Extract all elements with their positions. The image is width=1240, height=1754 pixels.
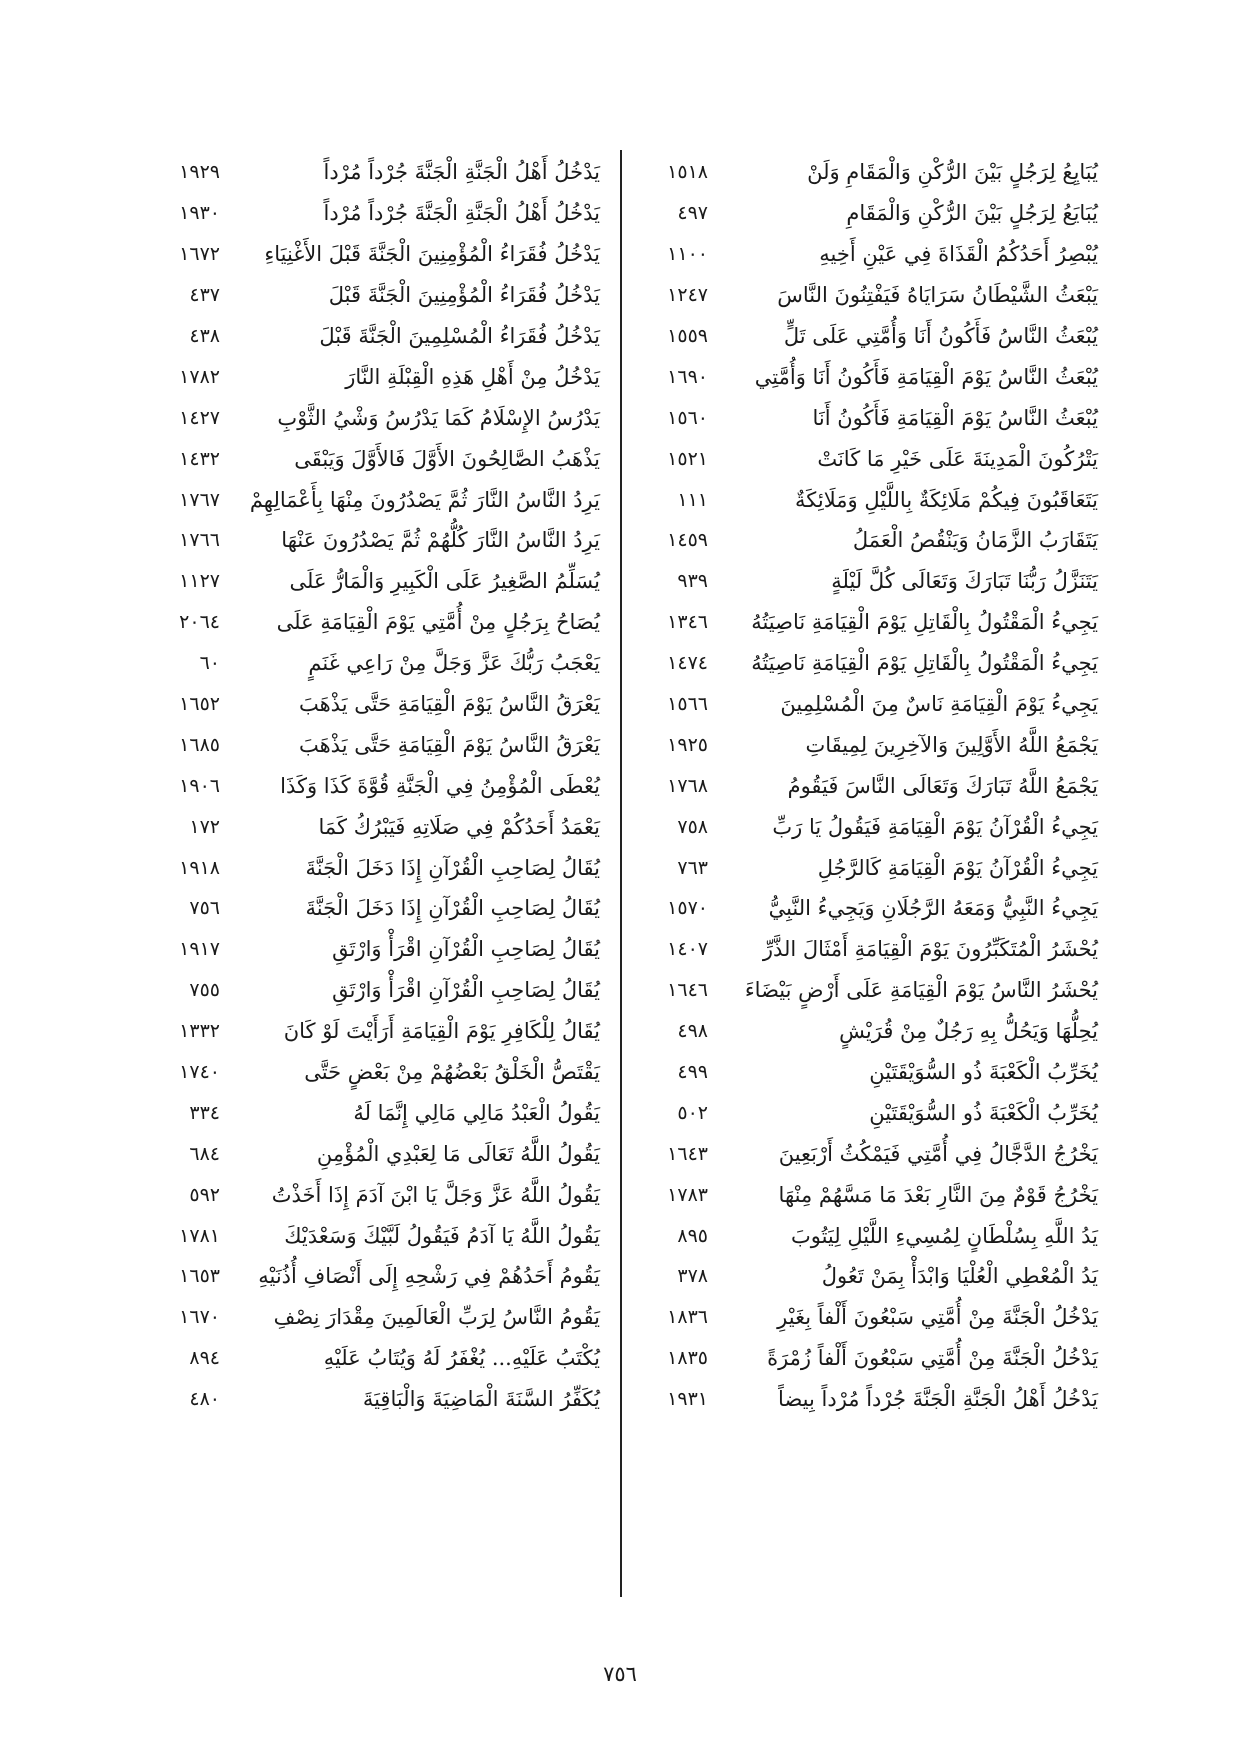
index-entry [140,356,600,397]
index-entry [638,1379,1098,1420]
hadith-incipit: يَجْمَعُ اللَّهُ الأَوَّلِينَ وَالآخِرِينَ لِمِيقَاتِ [805,732,1098,757]
hadith-incipit: يُصَاحُ بِرَجُلٍ مِنْ أُمَّتِي يَوْمَ الْقِيَامَةِ عَلَى [276,610,600,635]
hadith-number: ١٦٤٣ [667,1142,708,1165]
index-entry [140,1297,600,1338]
index-entry [638,316,1098,357]
hadith-number: ١٩١٧ [179,938,220,961]
index-entry [638,275,1098,316]
hadith-number: ١٦٧٢ [179,243,220,266]
hadith-number: ١٤٥٩ [667,529,708,552]
hadith-number: ٨٩٤ [189,1347,220,1370]
hadith-number: ٣٧٨ [677,1265,708,1288]
hadith-incipit: يَدْخُلُ أَهْلُ الْجَنَّةِ الْجَنَّةَ جُرْداً مُرْداً بِيضاً [778,1387,1098,1412]
index-entry [140,765,600,806]
hadith-incipit: يَجِيءُ يَوْمَ الْقِيَامَةِ نَاسٌ مِنَ الْمُسْلِمِينَ [780,692,1098,717]
hadith-number: ٧٥٦ [189,897,220,920]
hadith-number: ١٩٢٩ [179,161,220,184]
hadith-incipit: يَخْرُجُ الدَّجَّالُ فِي أُمَّتِي فَيَمْكُثُ أَرْبَعِينَ [778,1141,1098,1166]
hadith-number: ١٤٠٧ [667,938,708,961]
index-entry [638,1133,1098,1174]
hadith-number: ١٥٥٩ [667,325,708,347]
hadith-incipit: يُعْطَى الْمُؤْمِنُ فِي الْجَنَّةِ قُوَّةَ كَذَا وَكَذَا [280,773,600,798]
hadith-number: ١٥٢١ [667,447,708,470]
index-entry [638,520,1098,561]
hadith-incipit: يَجِيءُ الْمَقْتُولُ بِالْقَاتِلِ يَوْمَ الْقِيَامَةِ نَاصِيَتُهُ [751,651,1098,676]
hadith-incipit: يُقَالُ لِصَاحِبِ الْقُرْآنِ اقْرَأْ وَارْتَقِ [332,937,600,962]
hadith-number: ٤٩٩ [677,1061,708,1084]
hadith-incipit: يُقَالُ لِلْكَافِرِ يَوْمَ الْقِيَامَةِ أَرَأَيْتَ لَوْ كَانَ [283,1019,600,1044]
hadith-incipit: يَدْخُلُ الْجَنَّةَ مِنْ أُمَّتِي سَبْعُونَ أَلْفاً زُمْرَةً [767,1346,1098,1371]
hadith-number: ١٤٧٤ [667,652,708,675]
hadith-incipit: يَقُولُ اللَّهُ تَعَالَى مَا لِعَبْدِي الْمُؤْمِنِ [316,1141,600,1166]
hadith-incipit: يُسَلِّمُ الصَّغِيرُ عَلَى الْكَبِيرِ وَالْمَارُّ عَلَى [289,569,600,594]
hadith-number: ٥٠٢ [677,1101,708,1124]
hadith-incipit: يَجِيءُ النَّبِيُّ وَمَعَهُ الرَّجُلَانِ وَيَجِيءُ النَّبِيُّ [768,896,1098,921]
hadith-number: ١٩٢٥ [667,733,708,756]
hadith-number: ١٧٨٣ [667,1183,708,1206]
hadith-number: ١٦٩٠ [667,365,708,388]
hadith-incipit: يَقُولُ الْعَبْدُ مَالِي مَالِي إِنَّمَا لَهُ [353,1100,600,1125]
hadith-number: ١٣٣٢ [179,1020,220,1043]
index-entry [140,316,600,357]
index-entry [140,1215,600,1256]
hadith-number: ١٧٨١ [179,1224,220,1247]
hadith-number: ١٧٦٧ [179,488,220,511]
index-entry [638,643,1098,684]
hadith-number: ٥٩٢ [189,1183,220,1206]
hadith-number: ١٦٧٠ [179,1306,220,1329]
hadith-incipit: يَجِيءُ الْقُرْآنُ يَوْمَ الْقِيَامَةِ كَالرَّجُلِ [817,855,1098,880]
hadith-incipit: يَعْمَدُ أَحَدُكُمْ فِي صَلَاتِهِ فَيَبْرُكُ كَمَا [318,814,600,839]
hadith-incipit: يُخَرِّبُ الْكَعْبَةَ ذُو السُّوَيْقَتَيْنِ [869,1100,1098,1125]
hadith-incipit: يَذْهَبُ الصَّالِحُونَ الأَوَّلَ فَالأَوَّلَ وَيَبْقَى [294,446,600,471]
hadith-number: ١٥٦٠ [667,406,708,429]
index-entry [638,438,1098,479]
hadith-number: ١٩٠٦ [179,774,220,797]
hadith-number: ١٥٦٦ [667,693,708,716]
hadith-number: ٧٥٨ [677,815,708,838]
hadith-incipit: يَتَنَزَّلُ رَبُّنَا تَبَارَكَ وَتَعَالَى كُلَّ لَيْلَةٍ [831,569,1098,594]
hadith-incipit: يَدْخُلُ أَهْلُ الْجَنَّةِ الْجَنَّةَ جُرْداً مُرْداً [323,201,600,226]
index-entry [140,193,600,234]
column-divider [620,150,622,1597]
hadith-number: ١٧٦٦ [179,529,220,552]
index-entry [140,1256,600,1297]
index-entry [140,724,600,765]
hadith-number: ١٥٧٠ [667,897,708,920]
hadith-number: ٣٣٤ [189,1101,220,1124]
index-entry [140,1174,600,1215]
hadith-number: ١٢٤٧ [667,284,708,307]
index-entry [140,275,600,316]
hadith-incipit: يَدْخُلُ مِنْ أَهْلِ هَذِهِ الْقِبْلَةِ النَّارَ [345,364,600,389]
hadith-incipit: يُبْصِرُ أَحَدُكُمُ الْقَذَاةَ فِي عَيْنِ أَخِيهِ [819,242,1098,267]
hadith-incipit: يُحِلُّهَا وَيَحُلُّ بِهِ رَجُلٌ مِنْ قُرَيْشٍ [839,1019,1098,1044]
index-entry [140,438,600,479]
index-entry [140,561,600,602]
hadith-incipit: يَقُومُ أَحَدُهُمْ فِي رَشْحِهِ إِلَى أَنْصَافِ أُذُنَيْهِ [258,1264,600,1289]
index-entry [638,234,1098,275]
hadith-number: ١٦٥٢ [179,693,220,716]
hadith-number: ١٨٣٥ [667,1347,708,1370]
hadith-number: ١٦٨٥ [179,733,220,756]
hadith-incipit: يُحْشَرُ النَّاسُ يَوْمَ الْقِيَامَةِ عَلَى أَرْضٍ بَيْضَاءَ [744,978,1098,1003]
hadith-incipit: يَدُ الْمُعْطِي الْعُلْيَا وَابْدَأْ بِمَنْ تَعُولُ [821,1264,1098,1289]
hadith-number: ١٩١٨ [179,856,220,879]
hadith-incipit: يَتَعَاقَبُونَ فِيكُمْ مَلَائِكَةٌ بِاللَّيْلِ وَمَلَائِكَةٌ [795,487,1098,512]
index-entry [638,1297,1098,1338]
index-entry [638,356,1098,397]
index-entry [140,1379,600,1420]
hadith-number: ٦٠ [199,652,220,675]
index-entry [140,684,600,725]
hadith-incipit: يُقَالُ لِصَاحِبِ الْقُرْآنِ إِذَا دَخَلَ الْجَنَّةَ [305,855,600,880]
hadith-incipit: يَعْرَقُ النَّاسُ يَوْمَ الْقِيَامَةِ حَتَّى يَذْهَبَ [298,692,600,717]
hadith-incipit: يَقُومُ النَّاسُ لِرَبِّ الْعَالَمِينَ مِقْدَارَ نِصْفِ [273,1305,600,1330]
index-entry [140,1011,600,1052]
hadith-incipit: يَقْتَصُّ الْخَلْقُ بَعْضُهُمْ مِنْ بَعْضٍ حَتَّى [304,1060,600,1085]
index-entry [140,806,600,847]
hadith-number: ١٤٣٢ [179,447,220,470]
index-entry [140,1052,600,1093]
index-entry [638,1052,1098,1093]
index-entry [140,520,600,561]
hadith-number: ١١٢٧ [179,570,220,593]
index-entry [140,1092,600,1133]
hadith-incipit: يَدْخُلُ أَهْلُ الْجَنَّةِ الْجَنَّةَ جُرْداً مُرْداً [323,160,600,185]
hadith-incipit: يُبَايَعُ لِرَجُلٍ بَيْنَ الرُّكْنِ وَالْمَقَامِ [846,201,1098,226]
hadith-incipit: يُقَالُ لِصَاحِبِ الْقُرْآنِ اقْرَأْ وَارْتَقِ [332,978,600,1003]
hadith-number: ١١٠٠ [667,243,708,266]
index-entry [638,1174,1098,1215]
hadith-number: ١٧٨٢ [179,365,220,388]
index-entry [638,1338,1098,1379]
index-entry [638,602,1098,643]
index-entry [638,561,1098,602]
hadith-number: ٤٣٨ [189,325,220,347]
hadith-number: ١٣٤٦ [667,611,708,634]
hadith-number: ١٩٣١ [667,1388,708,1411]
index-entry [140,234,600,275]
hadith-incipit: يُكْتَبُ عَلَيْهِ... يُغْفَرُ لَهُ وَيُتَابُ عَلَيْهِ [323,1346,600,1371]
hadith-incipit: يُخَرِّبُ الْكَعْبَةَ ذُو السُّوَيْقَتَيْنِ [869,1060,1098,1085]
hadith-incipit: يَدْخُلُ فُقَرَاءُ الْمُؤْمِنِينَ الْجَنَّةَ قَبْلَ الأَغْنِيَاءِ [264,242,600,267]
hadith-incipit: يَعْجَبُ رَبُّكَ عَزَّ وَجَلَّ مِنْ رَاعِي غَنَمٍ [308,651,600,676]
hadith-incipit: يَتَقَارَبُ الزَّمَانُ وَيَنْقُصُ الْعَمَلُ [852,528,1098,553]
index-entry [638,765,1098,806]
index-entry [638,847,1098,888]
index-entry [638,152,1098,193]
index-entry [638,397,1098,438]
hadith-incipit: يَجِيءُ الْقُرْآنُ يَوْمَ الْقِيَامَةِ فَيَقُولُ يَا رَبِّ [772,814,1098,839]
hadith-number: ٧٥٥ [189,979,220,1002]
hadith-incipit: يُبْعَثُ النَّاسُ فَأَكُونُ أَنَا وَأُمَّتِي عَلَى تَلٍّ [783,324,1098,348]
hadith-incipit: يُكَفِّرُ السَّنَةَ الْمَاضِيَةَ وَالْبَاقِيَةَ [362,1387,600,1412]
index-entry [140,643,600,684]
hadith-incipit: يُبْعَثُ النَّاسُ يَوْمَ الْقِيَامَةِ فَأَكُونُ أَنَا [812,405,1098,430]
hadith-incipit: يَقُولُ اللَّهُ يَا آدَمُ فَيَقُولُ لَبَّيْكَ وَسَعْدَيْكَ [284,1223,600,1248]
index-entry [140,847,600,888]
index-entry [140,1133,600,1174]
index-entry [638,806,1098,847]
index-entry [140,888,600,929]
index-entry [140,929,600,970]
hadith-number: ١٥١٨ [667,161,708,184]
hadith-number: ١٩٣٠ [179,202,220,225]
index-entry [140,970,600,1011]
hadith-number: ٤٩٧ [677,202,708,225]
hadith-incipit: يَدْخُلُ فُقَرَاءُ الْمُؤْمِنِينَ الْجَنَّةَ قَبْلَ [328,283,600,308]
hadith-incipit: يُقَالُ لِصَاحِبِ الْقُرْآنِ إِذَا دَخَلَ الْجَنَّةَ [305,896,600,921]
index-entry [140,152,600,193]
right-index-column [638,152,1098,1420]
hadith-incipit: يَدْخُلُ فُقَرَاءُ الْمُسْلِمِينَ الْجَنَّةَ قَبْلَ [319,324,600,348]
hadith-incipit: يَدْخُلُ الْجَنَّةَ مِنْ أُمَّتِي سَبْعُونَ أَلْفاً بِغَيْرِ [777,1305,1098,1330]
hadith-number: ٩٣٩ [677,570,708,593]
hadith-number: ١٦٤٦ [667,979,708,1002]
hadith-incipit: يَدُ اللَّهِ بِسُلْطَانٍ لِمُسِيءِ اللَّيْلِ لِيَتُوبَ [790,1223,1098,1248]
index-entry [638,1256,1098,1297]
hadith-number: ١٧٤٠ [179,1061,220,1084]
hadith-incipit: يُبْعَثُ النَّاسُ يَوْمَ الْقِيَامَةِ فَأَكُونُ أَنَا وَأُمَّتِي [754,364,1098,389]
hadith-number: ١١١ [677,488,708,511]
hadith-incipit: يَعْرَقُ النَّاسُ يَوْمَ الْقِيَامَةِ حَتَّى يَذْهَبَ [298,732,600,757]
left-index-column [140,152,600,1420]
hadith-number: ١٨٣٦ [667,1306,708,1329]
hadith-incipit: يَتْرُكُونَ الْمَدِينَةَ عَلَى خَيْرِ مَا كَانَتْ [817,446,1098,471]
hadith-incipit: يَبْعَثُ الشَّيْطَانُ سَرَايَاهُ فَيَفْتِنُونَ النَّاسَ [777,283,1098,308]
index-entry [638,929,1098,970]
index-entry [638,724,1098,765]
hadith-incipit: يَخْرُجُ قَوْمٌ مِنَ النَّارِ بَعْدَ مَا مَسَّهُمْ مِنْهَا [778,1182,1098,1207]
hadith-number: ٨٩٥ [677,1224,708,1247]
hadith-number: ٤٨٠ [189,1388,220,1411]
index-entry [638,1092,1098,1133]
page-number: ٧٥٦ [603,1662,637,1686]
hadith-incipit: يُبَايِعُ لِرَجُلٍ بَيْنَ الرُّكْنِ وَالْمَقَامِ وَلَنْ [807,160,1098,185]
hadith-number: ١٧٦٨ [667,774,708,797]
hadith-incipit: يَجْمَعُ اللَّهُ تَبَارَكَ وَتَعَالَى النَّاسَ فَيَقُومُ [787,773,1098,798]
index-entry [140,1338,600,1379]
hadith-number: ١٦٥٣ [179,1265,220,1288]
index-entry [638,1215,1098,1256]
index-entry [638,193,1098,234]
hadith-incipit: يَرِدُ النَّاسُ النَّارَ ثُمَّ يَصْدُرُونَ مِنْهَا بِأَعْمَالِهِمْ [249,487,600,512]
index-entry [140,602,600,643]
hadith-number: ١٤٢٧ [179,406,220,429]
hadith-number: ٢٠٦٤ [179,611,220,634]
index-entry [638,970,1098,1011]
hadith-incipit: يَدْرُسُ الإِسْلَامُ كَمَا يَدْرُسُ وَشْيُ الثَّوْبِ [277,405,600,430]
hadith-number: ٤٣٧ [189,284,220,307]
index-entry [638,1011,1098,1052]
hadith-incipit: يَقُولُ اللَّهُ عَزَّ وَجَلَّ يَا ابْنَ آدَمَ إِذَا أَخَذْتُ [271,1182,600,1207]
index-entry [140,397,600,438]
index-entry [638,888,1098,929]
index-entry [638,684,1098,725]
hadith-number: ٦٨٤ [189,1142,220,1165]
hadith-number: ١٧٢ [189,815,220,838]
index-entry [140,479,600,520]
hadith-number: ٧٦٣ [677,856,708,879]
hadith-incipit: يَرِدُ النَّاسُ النَّارَ كُلُّهُمْ ثُمَّ يَصْدُرُونَ عَنْهَا [281,528,600,553]
hadith-incipit: يُحْشَرُ الْمُتَكَبِّرُونَ يَوْمَ الْقِيَامَةِ أَمْثَالَ الذَّرِّ [762,937,1098,962]
hadith-number: ٤٩٨ [677,1020,708,1043]
index-entry [638,479,1098,520]
hadith-incipit: يَجِيءُ الْمَقْتُولُ بِالْقَاتِلِ يَوْمَ الْقِيَامَةِ نَاصِيَتُهُ [751,610,1098,635]
